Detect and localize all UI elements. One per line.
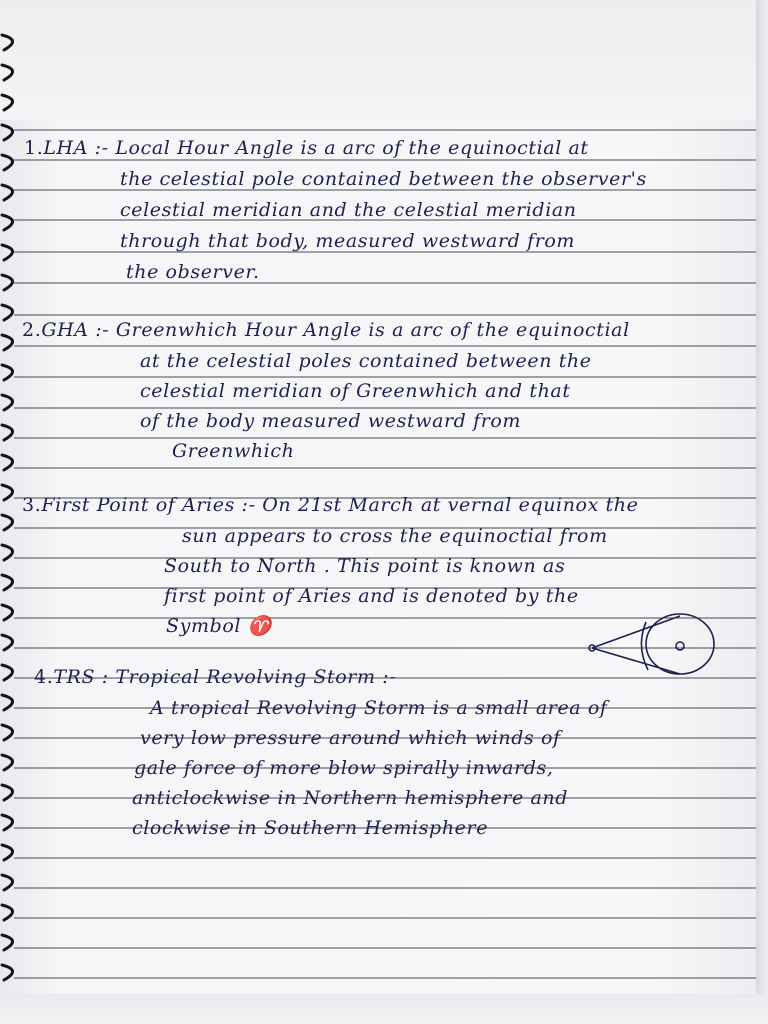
note-4-number: 4. [34,666,54,688]
note-1-line-1: 1.LHA :- Local Hour Angle is a arc of the equinoctial at [24,137,589,159]
note-1-line-2: the celestial pole contained between the observer's [120,168,647,190]
note-2-line-4: of the body measured westward from [140,410,522,432]
note-2-line-2: at the celestial poles contained between the [140,350,592,372]
page-bottom-edge [0,994,768,1024]
note-4-line-2: A tropical Revolving Storm is a small area of [150,697,608,719]
page-right-edge [756,0,768,1024]
note-2-number: 2. [22,319,42,341]
note-3-line-4: first point of Aries and is denoted by the [164,585,579,607]
note-3-line-1: 3.First Point of Aries :- On 21st March at vernal equinox the [22,494,639,516]
note-4-line-4: gale force of more blow spirally inwards, [134,757,554,779]
note-1-number: 1. [24,137,44,159]
aries-sketch-drawing [580,608,720,678]
note-3-line-5: Symbol ♈ [166,615,272,637]
note-2-line-3: celestial meridian of Greenwhich and that [140,380,571,402]
note-4-line-6: clockwise in Southern Hemisphere [132,817,489,839]
note-2-line-5: Greenwhich [172,440,295,462]
note-2-line-1: 2.GHA :- Greenwhich Hour Angle is a arc of the equinoctial [22,319,630,341]
note-1-line-3: celestial meridian and the celestial meridian [120,199,577,221]
note-4-line-3: very low pressure around which winds of [140,727,561,749]
note-1-line-5: the observer. [126,261,260,283]
note-4-line-1: 4.TRS : Tropical Revolving Storm :- [34,666,397,688]
note-3-number: 3. [22,494,42,516]
note-3-line-3: South to North . This point is known as [164,555,566,577]
note-1-line-4: through that body, measured westward from [120,230,576,252]
note-3-line-2: sun appears to cross the equinoctial from [182,525,608,547]
note-4-line-5: anticlockwise in Northern hemisphere and [132,787,568,809]
